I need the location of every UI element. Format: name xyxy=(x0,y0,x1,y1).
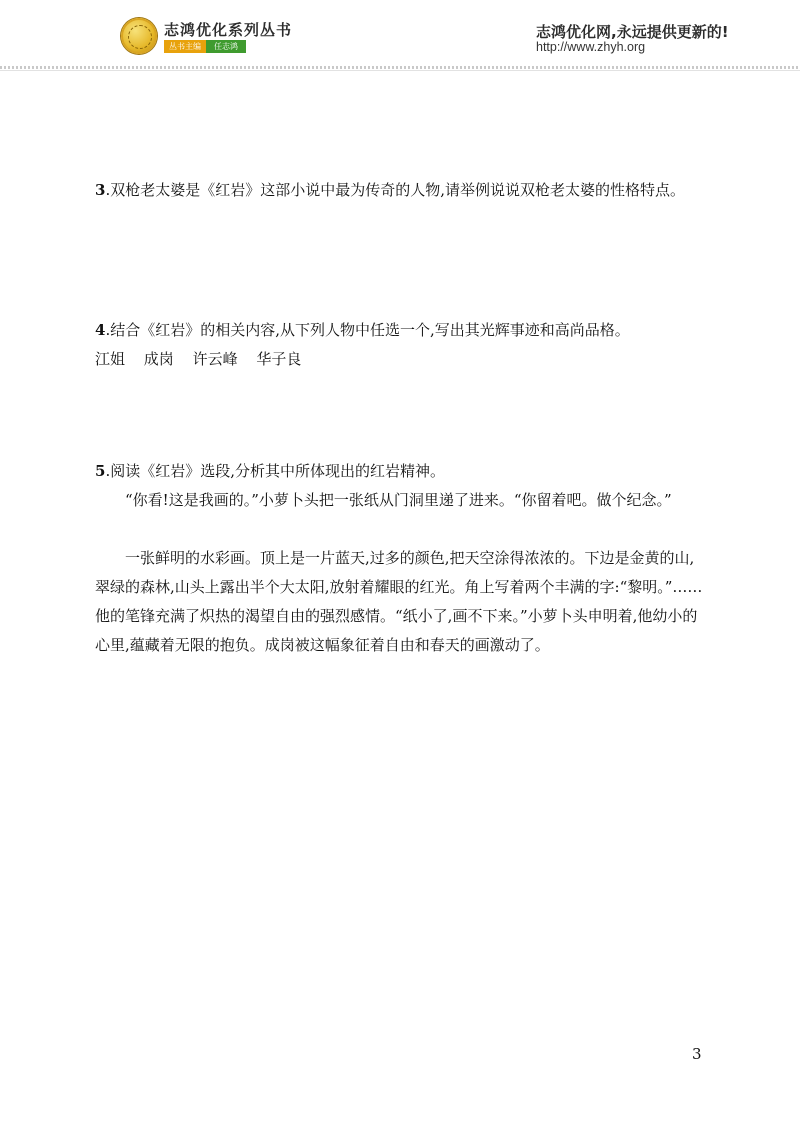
question-4 xyxy=(95,316,705,345)
passage-paragraph: 一张鲜明的水彩画。顶上是一片蓝天,过多的颜色,把天空涂得浓浓的。下边是金黄的山,翠绿的森林,山头上露出半个大太阳,放射着耀眼的红光。角上写着两个丰满的字:“黎明。”……他的笔锋充满了炽热的渴望自由的强烈感情。“纸小了,画不下来。”小萝卜头申明着,他幼小的心里,蕴藏着无限的抱负。成岗被这幅象征着自由和春天的画激动了。 xyxy=(95,549,703,654)
character-option: 成岗 xyxy=(143,350,174,368)
page-header xyxy=(0,0,800,70)
question-text: .阅读《红岩》选段,分析其中所体现出的红岩精神。 xyxy=(105,462,445,480)
character-option: 华子良 xyxy=(256,350,302,368)
site-url: http://www.zhyh.org xyxy=(536,40,646,54)
site-slogan: 志鸿优化网,永远提供更新的! xyxy=(536,23,729,41)
editor-row xyxy=(164,40,246,53)
character-option: 许云峰 xyxy=(192,350,238,368)
header-rule xyxy=(0,70,800,71)
seal-ring xyxy=(128,25,152,49)
editor-tag: 丛书主编 xyxy=(164,40,206,53)
question-text: .双枪老太婆是《红岩》这部小说中最为传奇的人物,请举例说说双枪老太婆的性格特点。 xyxy=(105,181,685,199)
question-number: 4 xyxy=(95,321,106,339)
header-dotted-rule xyxy=(0,66,800,69)
character-option: 江姐 xyxy=(95,350,126,368)
question-3 xyxy=(95,176,705,205)
editor-name: 任志鸿 xyxy=(206,40,246,53)
question-text: .结合《红岩》的相关内容,从下列人物中任选一个,写出其光辉事迹和高尚品格。 xyxy=(105,321,630,339)
passage-paragraph: “你看!这是我画的。”小萝卜头把一张纸从门洞里递了进来。“你留着吧。做个纪念。” xyxy=(125,491,672,509)
series-title: 志鸿优化系列丛书 xyxy=(164,21,293,39)
question-number: 3 xyxy=(95,181,106,199)
series-logo-seal xyxy=(121,18,157,54)
question-5 xyxy=(95,457,705,486)
character-options xyxy=(95,345,705,374)
page-number: 3 xyxy=(692,1045,702,1063)
question-number: 5 xyxy=(95,462,106,480)
